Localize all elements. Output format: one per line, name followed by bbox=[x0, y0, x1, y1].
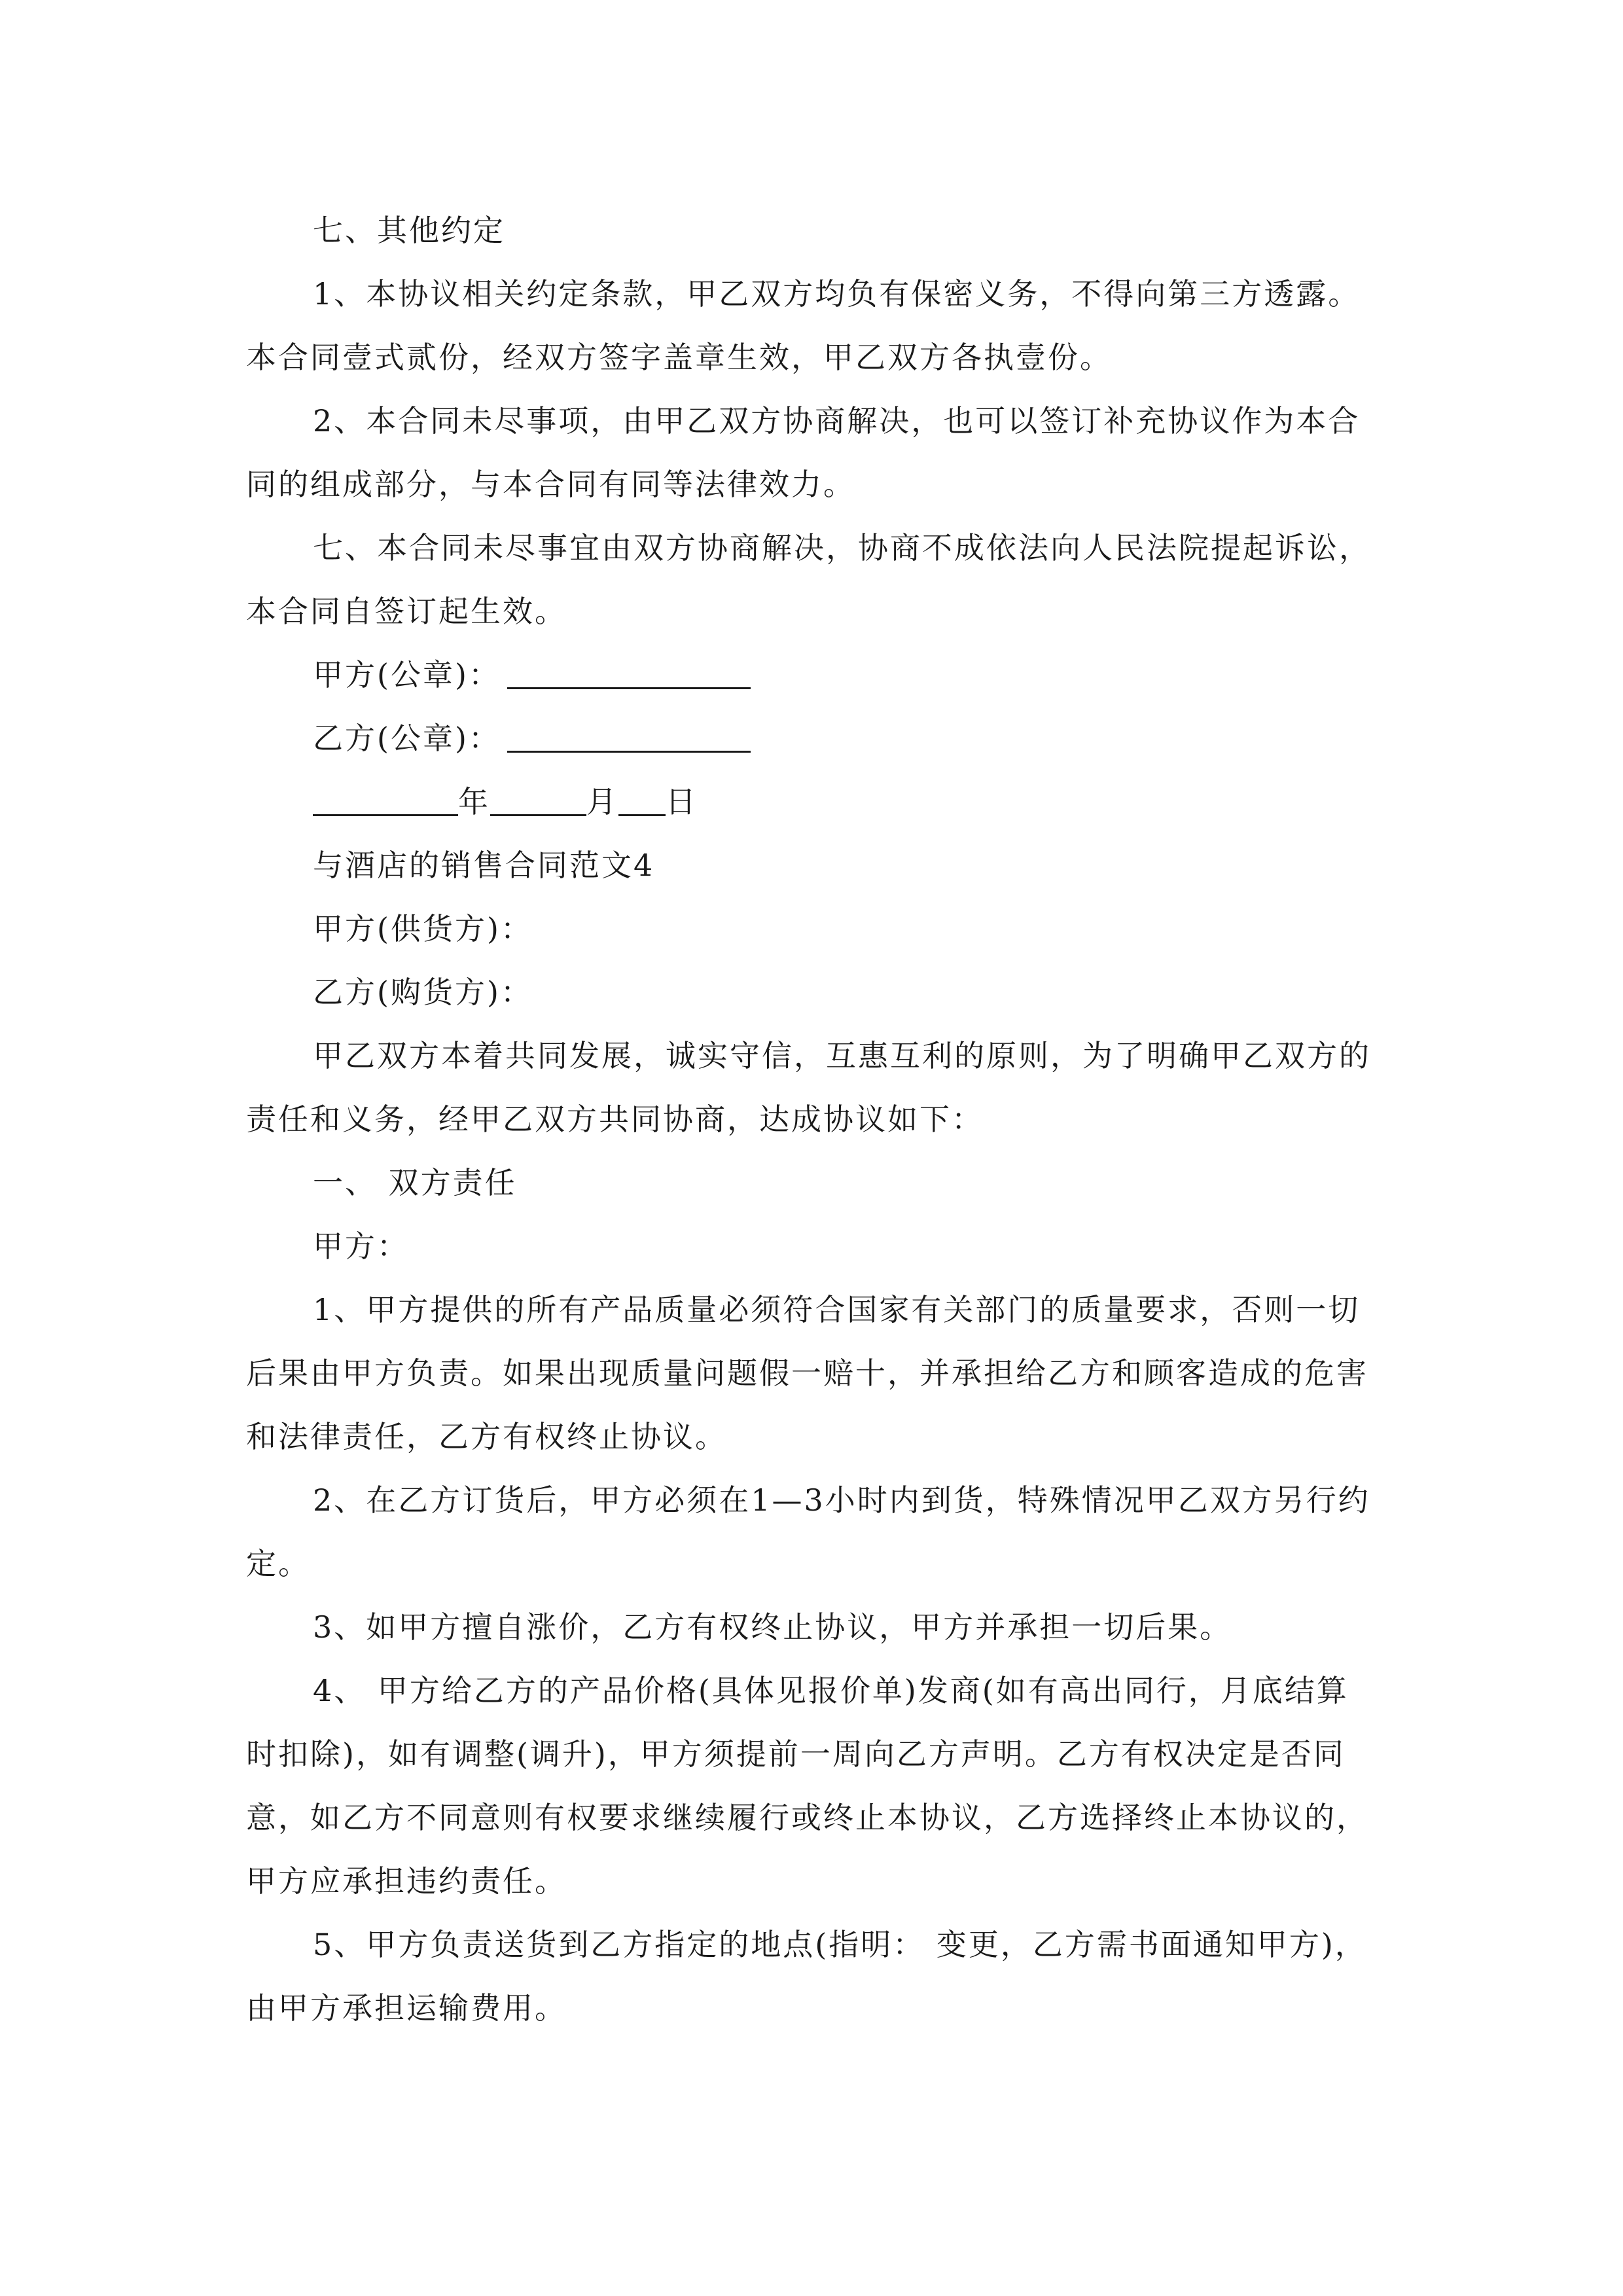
preamble-line: 责任和义务，经甲乙双方共同协商，达成协议如下： bbox=[246, 1102, 984, 1137]
clause-line: 1、甲方提供的所有产品质量必须符合国家有关部门的质量要求，否则一切 bbox=[313, 1292, 1361, 1327]
party-a-heading: 甲方： bbox=[313, 1229, 409, 1264]
year-blank bbox=[313, 785, 458, 816]
section-heading-other-agreements: 七、其他约定 bbox=[313, 213, 505, 248]
clause-line: 2、在乙方订货后，甲方必须在1—3小时内到货，特殊情况甲乙双方另行约 bbox=[313, 1482, 1370, 1518]
party-b-seal-line bbox=[246, 707, 1378, 770]
paragraph-line: 本合同壹式贰份，经双方签字盖章生效，甲乙双方各执壹份。 bbox=[246, 340, 1112, 375]
party-b-seal-label: 乙方(公章)： bbox=[313, 721, 501, 756]
party-a-seal-line bbox=[246, 643, 1378, 707]
supplier-label: 甲方(供货方)： bbox=[313, 911, 533, 946]
document-body bbox=[246, 199, 1378, 2040]
clause-line: 由甲方承担运输费用。 bbox=[246, 1990, 567, 2026]
month-label: 月 bbox=[586, 784, 618, 819]
date-line bbox=[246, 770, 1378, 834]
month-blank bbox=[490, 785, 586, 816]
clause-line: 和法律责任，乙方有权终止协议。 bbox=[246, 1419, 727, 1454]
paragraph-line: 本合同自签订起生效。 bbox=[246, 594, 567, 629]
clause-line: 5、甲方负责送货到乙方指定的地点(指明： 变更，乙方需书面通知甲方)， bbox=[313, 1927, 1367, 1962]
paragraph-line: 七、本合同未尽事宜由双方协商解决，协商不成依法向人民法院提起诉讼， bbox=[313, 530, 1371, 565]
day-label: 日 bbox=[666, 784, 698, 819]
paragraph-line: 2、本合同未尽事项，由甲乙双方协商解决，也可以签订补充协议作为本合 bbox=[313, 403, 1361, 439]
paragraph-line: 同的组成部分，与本合同有同等法律效力。 bbox=[246, 467, 855, 502]
contract-title: 与酒店的销售合同范文4 bbox=[313, 848, 655, 883]
clause-line: 3、如甲方擅自涨价，乙方有权终止协议，甲方并承担一切后果。 bbox=[313, 1609, 1232, 1645]
section-heading-responsibilities: 一、 双方责任 bbox=[313, 1165, 517, 1200]
preamble-line: 甲乙双方本着共同发展，诚实守信，互惠互利的原则，为了明确甲乙双方的 bbox=[313, 1038, 1371, 1073]
clause-line: 后果由甲方负责。如果出现质量问题假一赔十，并承担给乙方和顾客造成的危害 bbox=[246, 1355, 1368, 1391]
clause-line: 定。 bbox=[246, 1546, 310, 1581]
day-blank bbox=[618, 785, 666, 816]
clause-line: 时扣除)，如有调整(调升)，甲方须提前一周向乙方声明。乙方有权决定是否同 bbox=[246, 1736, 1346, 1772]
party-a-seal-label: 甲方(公章)： bbox=[313, 657, 501, 692]
party-a-seal-blank bbox=[507, 658, 751, 689]
buyer-label: 乙方(购货方)： bbox=[313, 975, 533, 1010]
party-b-seal-blank bbox=[507, 722, 751, 753]
clause-line: 4、 甲方给乙方的产品价格(具体见报价单)发商(如有高出同行，月底结算 bbox=[313, 1673, 1349, 1708]
year-label: 年 bbox=[458, 784, 490, 819]
paragraph-line: 1、本协议相关约定条款，甲乙双方均负有保密义务，不得向第三方透露。 bbox=[313, 276, 1361, 312]
clause-line: 甲方应承担违约责任。 bbox=[246, 1863, 567, 1899]
clause-line: 意，如乙方不同意则有权要求继续履行或终止本协议，乙方选择终止本协议的， bbox=[246, 1800, 1368, 1835]
